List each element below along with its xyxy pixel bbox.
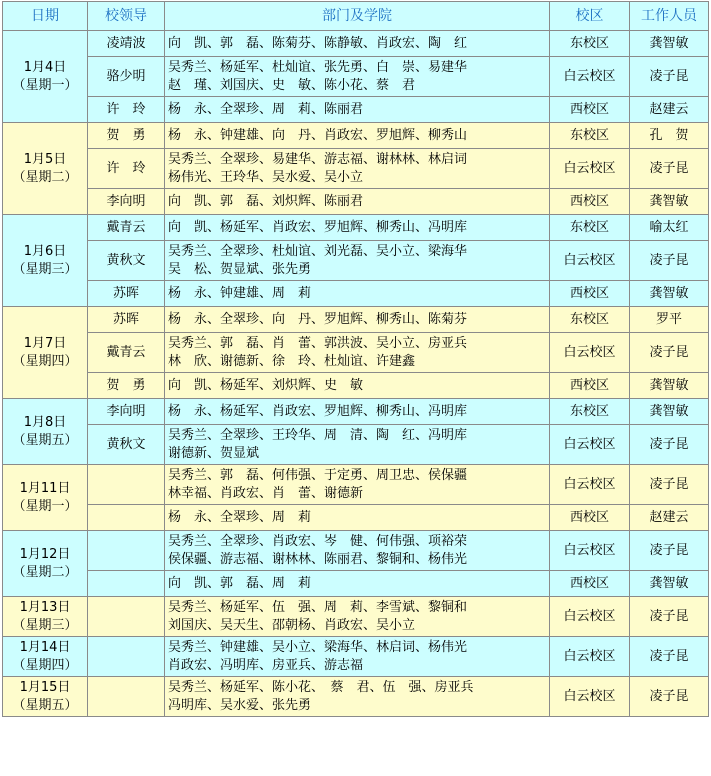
- campus-cell: 西校区: [550, 189, 630, 215]
- leader-cell: 李向明: [88, 399, 165, 425]
- header-leader: 校领导: [88, 2, 165, 31]
- leader-cell: [88, 597, 165, 637]
- leader-cell: 许 玲: [88, 149, 165, 189]
- date-cell: 1月6日 （星期三）: [3, 215, 88, 307]
- departments-cell: 吴秀兰、全翠珍、肖政宏、岑 健、何伟强、项裕荣 侯保疆、游志福、谢林林、陈丽君、黎铜和、杨伟光: [165, 531, 550, 571]
- campus-cell: 东校区: [550, 307, 630, 333]
- campus-cell: 西校区: [550, 571, 630, 597]
- date-cell: 1月12日 （星期二）: [3, 531, 88, 597]
- campus-cell: 白云校区: [550, 241, 630, 281]
- table-row: [3, 307, 709, 333]
- table-row: [3, 241, 709, 281]
- campus-cell: 东校区: [550, 123, 630, 149]
- departments-cell: 吴秀兰、杨延军、伍 强、周 莉、李雪斌、黎铜和 刘国庆、吴天生、邵朝杨、肖政宏、吴小立: [165, 597, 550, 637]
- departments-cell: 吴秀兰、郭 磊、何伟强、于定勇、周卫忠、侯保疆 林幸福、肖政宏、肖 蕾、谢德新: [165, 465, 550, 505]
- date-cell: 1月14日 （星期四）: [3, 637, 88, 677]
- table-row: [3, 597, 709, 637]
- departments-cell: 杨 永、钟建雄、向 丹、肖政宏、罗旭辉、柳秀山: [165, 123, 550, 149]
- campus-cell: 白云校区: [550, 149, 630, 189]
- campus-cell: 东校区: [550, 31, 630, 57]
- campus-cell: 东校区: [550, 399, 630, 425]
- staff-cell: 凌子昆: [630, 149, 709, 189]
- table-row: [3, 123, 709, 149]
- table-row: [3, 637, 709, 677]
- campus-cell: 白云校区: [550, 57, 630, 97]
- campus-cell: 白云校区: [550, 333, 630, 373]
- table-row: [3, 677, 709, 717]
- departments-cell: 吴秀兰、全翠珍、杜灿谊、刘光磊、吴小立、梁海华 吴 松、贺显斌、张先勇: [165, 241, 550, 281]
- staff-cell: 赵建云: [630, 505, 709, 531]
- leader-cell: 苏晖: [88, 281, 165, 307]
- campus-cell: 白云校区: [550, 597, 630, 637]
- date-cell: 1月15日 （星期五）: [3, 677, 88, 717]
- campus-cell: 西校区: [550, 505, 630, 531]
- campus-cell: 西校区: [550, 373, 630, 399]
- table-row: [3, 97, 709, 123]
- staff-cell: 喻太红: [630, 215, 709, 241]
- departments-cell: 向 凯、杨延军、肖政宏、罗旭辉、柳秀山、冯明库: [165, 215, 550, 241]
- staff-cell: 赵建云: [630, 97, 709, 123]
- leader-cell: [88, 465, 165, 505]
- table-row: [3, 571, 709, 597]
- staff-cell: 龚智敏: [630, 373, 709, 399]
- table-row: [3, 189, 709, 215]
- staff-cell: 凌子昆: [630, 637, 709, 677]
- staff-cell: 龚智敏: [630, 399, 709, 425]
- staff-cell: 龚智敏: [630, 31, 709, 57]
- staff-cell: 凌子昆: [630, 465, 709, 505]
- departments-cell: 向 凯、杨延军、刘炽辉、史 敏: [165, 373, 550, 399]
- campus-cell: 白云校区: [550, 531, 630, 571]
- header-departments: 部门及学院: [165, 2, 550, 31]
- leader-cell: 黄秋文: [88, 425, 165, 465]
- departments-cell: 吴秀兰、杨延军、陈小花、 蔡 君、伍 强、房亚兵 冯明库、吴水爱、张先勇: [165, 677, 550, 717]
- leader-cell: [88, 531, 165, 571]
- departments-cell: 向 凯、郭 磊、陈菊芬、陈静敏、肖政宏、陶 红: [165, 31, 550, 57]
- date-cell: 1月13日 （星期三）: [3, 597, 88, 637]
- campus-cell: 白云校区: [550, 425, 630, 465]
- date-cell: 1月4日 （星期一）: [3, 31, 88, 123]
- header-campus: 校区: [550, 2, 630, 31]
- schedule-table: [2, 1, 709, 717]
- campus-cell: 东校区: [550, 215, 630, 241]
- staff-cell: 罗平: [630, 307, 709, 333]
- table-row: [3, 425, 709, 465]
- leader-cell: 贺 勇: [88, 373, 165, 399]
- departments-cell: 杨 永、全翠珍、向 丹、罗旭辉、柳秀山、陈菊芬: [165, 307, 550, 333]
- staff-cell: 凌子昆: [630, 531, 709, 571]
- table-row: [3, 505, 709, 531]
- leader-cell: 贺 勇: [88, 123, 165, 149]
- leader-cell: 骆少明: [88, 57, 165, 97]
- staff-cell: 凌子昆: [630, 597, 709, 637]
- departments-cell: 杨 永、杨延军、肖政宏、罗旭辉、柳秀山、冯明库: [165, 399, 550, 425]
- date-cell: 1月5日 （星期二）: [3, 123, 88, 215]
- staff-cell: 龚智敏: [630, 189, 709, 215]
- leader-cell: [88, 677, 165, 717]
- leader-cell: 许 玲: [88, 97, 165, 123]
- table-row: [3, 333, 709, 373]
- departments-cell: 杨 永、全翠珍、周 莉: [165, 505, 550, 531]
- date-cell: 1月8日 （星期五）: [3, 399, 88, 465]
- staff-cell: 凌子昆: [630, 425, 709, 465]
- table-row: [3, 215, 709, 241]
- table-row: [3, 531, 709, 571]
- staff-cell: 凌子昆: [630, 677, 709, 717]
- leader-cell: 戴青云: [88, 333, 165, 373]
- header-date: 日期: [3, 2, 88, 31]
- departments-cell: 吴秀兰、郭 磊、肖 蕾、郭洪波、吴小立、房亚兵 林 欣、谢德新、徐 玲、杜灿谊、许建鑫: [165, 333, 550, 373]
- staff-cell: 龚智敏: [630, 571, 709, 597]
- leader-cell: [88, 571, 165, 597]
- departments-cell: 吴秀兰、全翠珍、王玲华、周 清、陶 红、冯明库 谢德新、贺显斌: [165, 425, 550, 465]
- staff-cell: 龚智敏: [630, 281, 709, 307]
- leader-cell: [88, 505, 165, 531]
- header-staff: 工作人员: [630, 2, 709, 31]
- leader-cell: [88, 637, 165, 677]
- leader-cell: 李向明: [88, 189, 165, 215]
- table-row: [3, 149, 709, 189]
- date-cell: 1月7日 （星期四）: [3, 307, 88, 399]
- departments-cell: 吴秀兰、全翠珍、易建华、游志福、谢林林、林启词 杨伟光、王玲华、吴水爱、吴小立: [165, 149, 550, 189]
- campus-cell: 西校区: [550, 97, 630, 123]
- table-row: [3, 399, 709, 425]
- table-row: [3, 373, 709, 399]
- staff-cell: 凌子昆: [630, 241, 709, 281]
- table-row: [3, 57, 709, 97]
- departments-cell: 吴秀兰、钟建雄、吴小立、梁海华、林启词、杨伟光 肖政宏、冯明库、房亚兵、游志福: [165, 637, 550, 677]
- table-row: [3, 281, 709, 307]
- leader-cell: 苏晖: [88, 307, 165, 333]
- header-row: [3, 2, 709, 31]
- leader-cell: 戴青云: [88, 215, 165, 241]
- campus-cell: 白云校区: [550, 677, 630, 717]
- leader-cell: 凌靖波: [88, 31, 165, 57]
- date-cell: 1月11日 （星期一）: [3, 465, 88, 531]
- table-row: [3, 465, 709, 505]
- staff-cell: 凌子昆: [630, 333, 709, 373]
- staff-cell: 凌子昆: [630, 57, 709, 97]
- departments-cell: 向 凯、郭 磊、周 莉: [165, 571, 550, 597]
- departments-cell: 吴秀兰、杨延军、杜灿谊、张先勇、白 崇、易建华 赵 瑾、刘国庆、史 敏、陈小花、蔡 君: [165, 57, 550, 97]
- departments-cell: 向 凯、郭 磊、刘炽辉、陈丽君: [165, 189, 550, 215]
- leader-cell: 黄秋文: [88, 241, 165, 281]
- departments-cell: 杨 永、钟建雄、周 莉: [165, 281, 550, 307]
- campus-cell: 白云校区: [550, 637, 630, 677]
- staff-cell: 孔 贺: [630, 123, 709, 149]
- table-row: [3, 31, 709, 57]
- campus-cell: 白云校区: [550, 465, 630, 505]
- campus-cell: 西校区: [550, 281, 630, 307]
- departments-cell: 杨 永、全翠珍、周 莉、陈丽君: [165, 97, 550, 123]
